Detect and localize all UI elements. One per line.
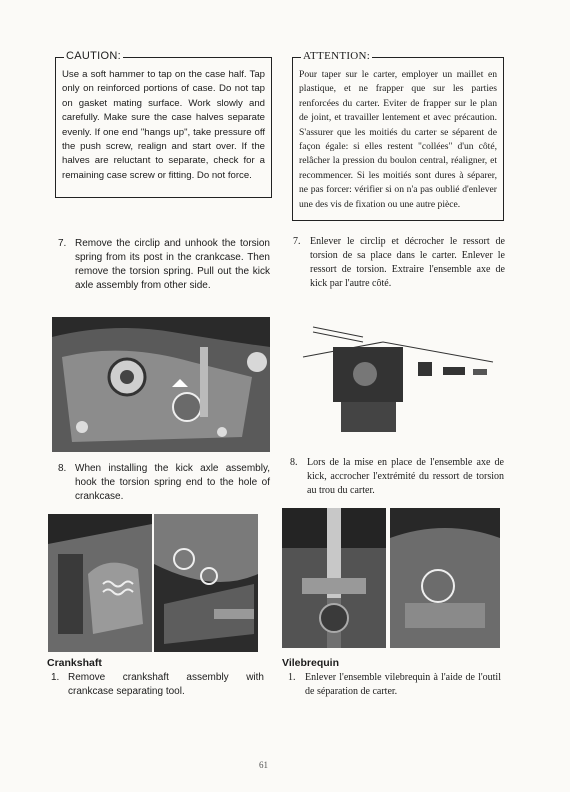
step-text: Enlever le circlip et décrocher le ressort de torsion de sa place dans le carter. Enlever le ressort de torsion. Extraire l'ensemble axe de kick par l'autre côté. xyxy=(310,236,505,289)
page-number: 61 xyxy=(259,760,268,770)
vilebrequin-heading: Vilebrequin xyxy=(282,657,339,669)
step-7-fr xyxy=(293,235,505,295)
step-8-en xyxy=(58,462,270,506)
step-text: Remove crankshaft assembly with crankcase separating tool. xyxy=(68,672,264,697)
attention-box xyxy=(292,50,504,221)
kick-axle-exploded-illustration xyxy=(293,312,503,442)
caution-text: Use a soft hammer to tap on the case half. Tap only on reinforced portions of case. Do not tap on gasket mating surface. Work slowly and carefully. Make sure the case halves separate evenly. If one end "hangs up", take pressure off the push screw, realign and start over. If the halves are reluctant to separate, check for a remaining case screw or fitting. Do not force. xyxy=(62,69,265,181)
step-text: Enlever l'ensemble vilebrequin à l'aide de l'outil de séparation de carter. xyxy=(305,672,501,697)
attention-title: ATTENTION: xyxy=(303,50,371,62)
step-text: Lors de la mise en place de l'ensemble axe de kick, accrocher l'extrémité du ressort de torsion au trou du carter. xyxy=(307,457,504,496)
vilebrequin-step-1-fr xyxy=(288,671,503,701)
attention-text: Pour taper sur le carter, employer un maillet en plastique, et ne frapper que sur les parties renforcées du carter. Eviter de frapper sur le plan de joint, et travailler lentement et avec précaution. S'assurer que les moitiés du carter se séparent de façon égale: si elles restent "collées" d'un côté, relâcher la pression du boulon central, réaligner, et recommencer. Si les moitiés sont dures à séparer, ne pas forcer: vérifier si on n'a pas oublié d'enlever une des vis de fixation ou une autre pièce. xyxy=(299,69,497,210)
crankshaft-heading: Crankshaft xyxy=(47,657,102,669)
step-number: 8. xyxy=(290,457,298,468)
crankshaft-step-1-en xyxy=(51,671,266,701)
step-number: 7. xyxy=(293,236,301,247)
spring-hook-hole-photo xyxy=(154,514,258,652)
crankshaft-tool-photo xyxy=(282,508,386,648)
step-text: Remove the circlip and unhook the torsion spring from its post in the crankcase. Then remove the torsion spring. Pull out the kick axle assembly from other side. xyxy=(75,238,270,291)
step-8-fr xyxy=(290,456,504,502)
step-text: When installing the kick axle assembly, hook the torsion spring end to the hole of crankcase. xyxy=(75,463,270,502)
caution-title: CAUTION: xyxy=(66,50,121,62)
torsion-spring-photo xyxy=(48,514,152,652)
step-number: 8. xyxy=(58,463,67,474)
crankshaft-separated-photo xyxy=(390,508,500,648)
step-number: 1. xyxy=(51,672,60,683)
step-number: 7. xyxy=(58,238,67,249)
step-number: 1. xyxy=(288,672,296,683)
caution-box xyxy=(55,50,272,198)
crankcase-kick-axle-photo xyxy=(52,317,270,452)
step-7-en xyxy=(58,237,270,307)
